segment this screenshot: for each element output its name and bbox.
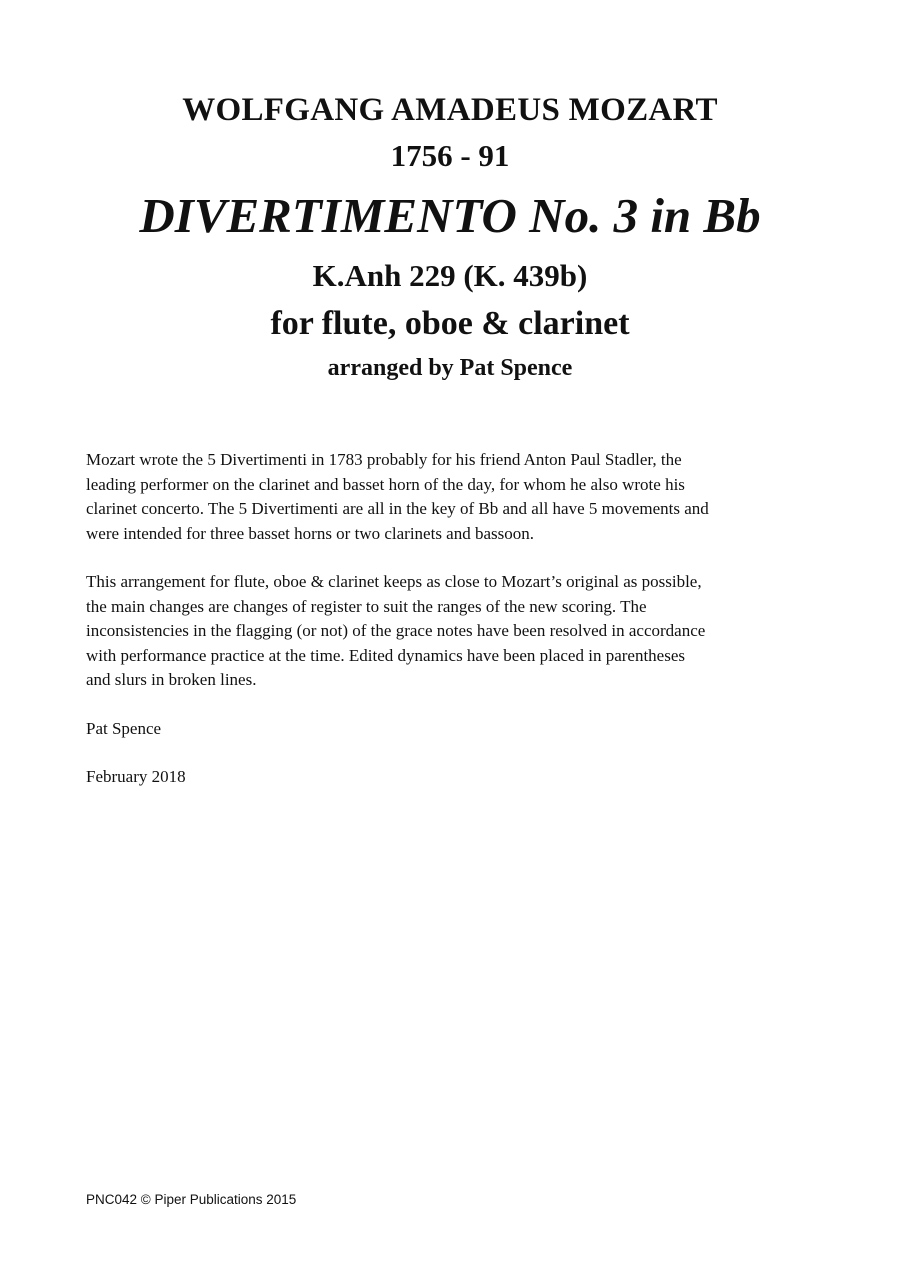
signature: Pat Spence xyxy=(86,718,162,738)
text-line: This arrangement for flute, oboe & clarinet keeps as close to Mozart’s original as possible, xyxy=(86,572,702,591)
text-line: the main changes are changes of register to suit the ranges of the new scoring. The xyxy=(86,596,647,616)
text-line: with performance practice at the time. Edited dynamics have been placed in parentheses xyxy=(86,645,685,665)
text-line: and slurs in broken lines. xyxy=(86,670,257,689)
notes-paragraph-1 xyxy=(86,448,816,546)
copyright-footer: PNC042 © Piper Publications 2015 xyxy=(86,1192,297,1207)
title-block xyxy=(0,86,900,388)
notes-paragraph-2 xyxy=(86,570,816,693)
catalog-number: K.Anh 229 (K. 439b) xyxy=(312,258,588,293)
text-line: clarinet concerto. The 5 Divertimenti are all in the key of Bb and all have 5 movements and xyxy=(86,499,709,518)
text-line: were intended for three basset horns or two clarinets and bassoon. xyxy=(86,523,535,543)
text-line: leading performer on the clarinet and basset horn of the day, for whom he also wrote his xyxy=(86,474,685,494)
work-title: DIVERTIMENTO No. 3 in Bb xyxy=(139,188,761,243)
arranger-credit: arranged by Pat Spence xyxy=(327,355,573,381)
program-notes xyxy=(86,448,816,814)
text-line: inconsistencies in the flagging (or not) of the grace notes have been resolved in accordance xyxy=(86,621,706,640)
composer-name: WOLFGANG AMADEUS MOZART xyxy=(182,92,718,128)
instrumentation: for flute, oboe & clarinet xyxy=(270,305,630,342)
notes-date: February 2018 xyxy=(86,767,186,786)
composer-dates: 1756 - 91 xyxy=(390,138,510,173)
text-line: Mozart wrote the 5 Divertimenti in 1783 probably for his friend Anton Paul Stadler, the xyxy=(86,450,682,469)
